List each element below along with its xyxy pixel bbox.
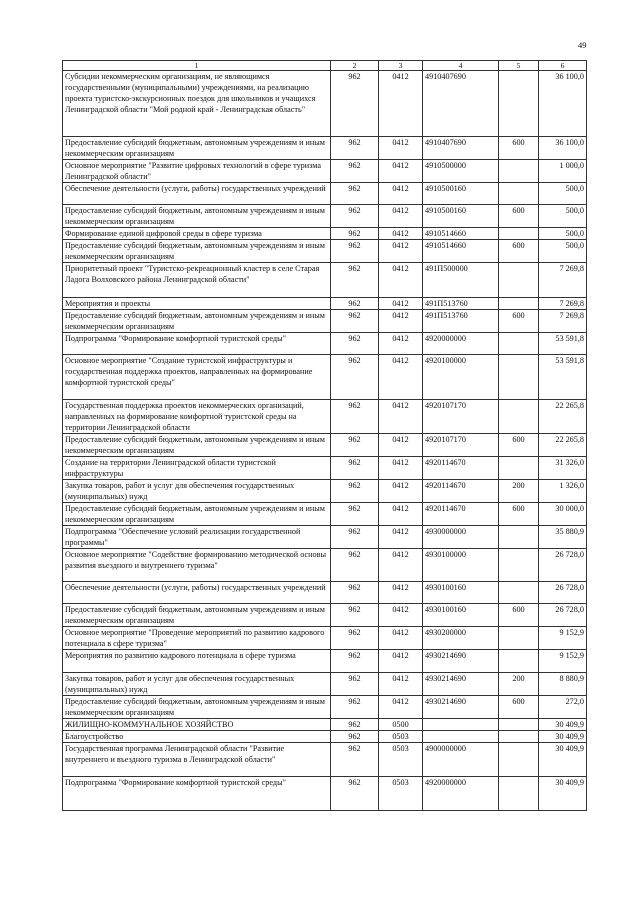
- row-col3-cell: 0412: [379, 503, 423, 526]
- row-col2-cell: 962: [331, 604, 379, 627]
- row-col3-cell: 0412: [379, 650, 423, 673]
- row-col6-cell: 30 000,0: [539, 503, 587, 526]
- row-col5-cell: [499, 400, 539, 434]
- row-col3-cell: 0412: [379, 400, 423, 434]
- row-col4-cell: 4930100160: [423, 582, 499, 604]
- row-col3-cell: 0503: [379, 731, 423, 743]
- row-col2-cell: 962: [331, 526, 379, 549]
- row-col3-cell: 0412: [379, 205, 423, 228]
- row-col2-cell: 962: [331, 160, 379, 183]
- table-row: [63, 650, 587, 673]
- row-name-cell: Мероприятия по развитию кадрового потенциала в сфере туризма: [63, 650, 331, 673]
- table-row: [63, 719, 587, 731]
- table-row: [63, 673, 587, 696]
- row-col3-cell: 0412: [379, 480, 423, 503]
- row-col5-cell: [499, 457, 539, 480]
- row-col4-cell: 4910407690: [423, 137, 499, 160]
- row-col5-cell: 200: [499, 480, 539, 503]
- row-name-cell: Предоставление субсидий бюджетным, автономным учреждениям и иным некоммерческим организациям: [63, 310, 331, 333]
- row-name-cell: Закупка товаров, работ и услуг для обеспечения государственных (муниципальных) нужд: [63, 673, 331, 696]
- row-col3-cell: 0412: [379, 228, 423, 240]
- row-col2-cell: 962: [331, 228, 379, 240]
- row-col4-cell: 4930200000: [423, 627, 499, 650]
- row-name-cell: Государственная поддержка проектов некоммерческих организаций, направленных на формирование комфортной туристской среды на территории Ленинградской области: [63, 400, 331, 434]
- table-row: [63, 240, 587, 263]
- row-col5-cell: [499, 71, 539, 137]
- row-col2-cell: 962: [331, 743, 379, 777]
- table-row: [63, 355, 587, 400]
- row-col2-cell: 962: [331, 263, 379, 298]
- row-col3-cell: 0412: [379, 298, 423, 310]
- row-col6-cell: 30 409,9: [539, 777, 587, 811]
- table-row: [63, 205, 587, 228]
- row-col4-cell: 491П500000: [423, 263, 499, 298]
- row-col4-cell: 4930100160: [423, 604, 499, 627]
- row-col5-cell: [499, 355, 539, 400]
- row-col4-cell: 4910500160: [423, 205, 499, 228]
- row-col4-cell: 4930000000: [423, 526, 499, 549]
- row-col3-cell: 0412: [379, 310, 423, 333]
- row-col5-cell: [499, 298, 539, 310]
- row-col4-cell: 4920114670: [423, 457, 499, 480]
- table-row: [63, 743, 587, 777]
- row-col5-cell: [499, 650, 539, 673]
- row-name-cell: Обеспечение деятельности (услуги, работы) государственных учреждений: [63, 183, 331, 205]
- row-col2-cell: 962: [331, 434, 379, 457]
- row-col4-cell: 4920000000: [423, 777, 499, 811]
- row-col3-cell: 0412: [379, 627, 423, 650]
- row-col4-cell: [423, 731, 499, 743]
- table-row: [63, 526, 587, 549]
- row-col6-cell: 1 326,0: [539, 480, 587, 503]
- row-name-cell: Приоритетный проект "Туристско-рекреационный кластер в селе Старая Ладога Волховского района Ленинградской области": [63, 263, 331, 298]
- row-col4-cell: 4920100000: [423, 355, 499, 400]
- row-col4-cell: 4910500000: [423, 160, 499, 183]
- row-col5-cell: 600: [499, 604, 539, 627]
- row-col4-cell: 4920114670: [423, 503, 499, 526]
- row-col2-cell: 962: [331, 457, 379, 480]
- row-col4-cell: 4920107170: [423, 400, 499, 434]
- row-col3-cell: 0412: [379, 183, 423, 205]
- row-col3-cell: 0412: [379, 549, 423, 582]
- row-name-cell: Основное мероприятие "Проведение мероприятий по развитию кадрового потенциала в сфере туризма": [63, 627, 331, 650]
- table-row: [63, 160, 587, 183]
- row-col6-cell: 500,0: [539, 205, 587, 228]
- row-col2-cell: 962: [331, 400, 379, 434]
- row-col4-cell: 4920107170: [423, 434, 499, 457]
- row-col3-cell: 0412: [379, 604, 423, 627]
- row-col2-cell: 962: [331, 673, 379, 696]
- row-col3-cell: 0412: [379, 137, 423, 160]
- column-header-2: 2: [331, 61, 379, 71]
- row-col6-cell: 30 409,9: [539, 731, 587, 743]
- table-row: [63, 731, 587, 743]
- row-col5-cell: [499, 777, 539, 811]
- row-col5-cell: [499, 627, 539, 650]
- row-col3-cell: 0412: [379, 582, 423, 604]
- row-col2-cell: 962: [331, 582, 379, 604]
- row-col4-cell: 4910514660: [423, 228, 499, 240]
- row-col6-cell: 272,0: [539, 696, 587, 719]
- row-col2-cell: 962: [331, 719, 379, 731]
- row-name-cell: ЖИЛИЩНО-КОММУНАЛЬНОЕ ХОЗЯЙСТВО: [63, 719, 331, 731]
- row-col3-cell: 0412: [379, 457, 423, 480]
- row-name-cell: Предоставление субсидий бюджетным, автономным учреждениям и иным некоммерческим организациям: [63, 205, 331, 228]
- budget-table: [62, 60, 587, 811]
- column-header-3: 3: [379, 61, 423, 71]
- row-name-cell: Формирование единой цифровой среды в сфере туризма: [63, 228, 331, 240]
- row-col2-cell: 962: [331, 549, 379, 582]
- row-col5-cell: [499, 333, 539, 355]
- row-name-cell: Основное мероприятие "Развитие цифровых технологий в сфере туризма Ленинградской области": [63, 160, 331, 183]
- row-name-cell: Предоставление субсидий бюджетным, автономным учреждениям и иным некоммерческим организациям: [63, 137, 331, 160]
- page-number: 49: [578, 40, 587, 50]
- row-col6-cell: 26 728,0: [539, 604, 587, 627]
- row-name-cell: Закупка товаров, работ и услуг для обеспечения государственных (муниципальных) нужд: [63, 480, 331, 503]
- row-col4-cell: 4910500160: [423, 183, 499, 205]
- row-col4-cell: 4900000000: [423, 743, 499, 777]
- column-header-4: 4: [423, 61, 499, 71]
- row-col4-cell: 4930214690: [423, 673, 499, 696]
- row-col2-cell: 962: [331, 355, 379, 400]
- row-col5-cell: [499, 719, 539, 731]
- row-name-cell: Предоставление субсидий бюджетным, автономным учреждениям и иным некоммерческим организациям: [63, 503, 331, 526]
- row-col5-cell: [499, 526, 539, 549]
- row-col5-cell: 600: [499, 503, 539, 526]
- row-col2-cell: 962: [331, 650, 379, 673]
- row-col6-cell: 7 269,8: [539, 298, 587, 310]
- column-header-5: 5: [499, 61, 539, 71]
- row-name-cell: Предоставление субсидий бюджетным, автономным учреждениям и иным некоммерческим организациям: [63, 604, 331, 627]
- table-body: [63, 71, 587, 811]
- row-col2-cell: 962: [331, 240, 379, 263]
- row-col2-cell: 962: [331, 310, 379, 333]
- row-col3-cell: 0503: [379, 743, 423, 777]
- table-row: [63, 627, 587, 650]
- row-col6-cell: 500,0: [539, 228, 587, 240]
- row-col6-cell: 30 409,9: [539, 743, 587, 777]
- table-row: [63, 228, 587, 240]
- row-name-cell: Мероприятия и проекты: [63, 298, 331, 310]
- row-name-cell: Подпрограмма "Обеспечение условий реализации государственной программы": [63, 526, 331, 549]
- row-name-cell: Обеспечение деятельности (услуги, работы) государственных учреждений: [63, 582, 331, 604]
- row-col3-cell: 0412: [379, 434, 423, 457]
- column-header-6: 6: [539, 61, 587, 71]
- table-row: [63, 457, 587, 480]
- row-col6-cell: 36 100,0: [539, 71, 587, 137]
- table-row: [63, 298, 587, 310]
- row-col6-cell: 53 591,8: [539, 355, 587, 400]
- row-col2-cell: 962: [331, 627, 379, 650]
- row-col3-cell: 0500: [379, 719, 423, 731]
- row-col5-cell: [499, 582, 539, 604]
- row-col5-cell: 600: [499, 310, 539, 333]
- row-col2-cell: 962: [331, 333, 379, 355]
- row-col3-cell: 0412: [379, 673, 423, 696]
- row-col6-cell: 22 265,8: [539, 434, 587, 457]
- table-row: [63, 503, 587, 526]
- row-col5-cell: [499, 549, 539, 582]
- row-col5-cell: [499, 743, 539, 777]
- row-col2-cell: 962: [331, 503, 379, 526]
- row-col2-cell: 962: [331, 71, 379, 137]
- row-name-cell: Государственная программа Ленинградской области "Развитие внутреннего и въездного туризма в Ленинградской области": [63, 743, 331, 777]
- row-col3-cell: 0412: [379, 696, 423, 719]
- row-col6-cell: 9 152,9: [539, 627, 587, 650]
- row-col2-cell: 962: [331, 183, 379, 205]
- row-col3-cell: 0412: [379, 71, 423, 137]
- table-row: [63, 310, 587, 333]
- table-row: [63, 434, 587, 457]
- row-name-cell: Подпрограмма "Формирование комфортной туристской среды": [63, 777, 331, 811]
- row-name-cell: Предоставление субсидий бюджетным, автономным учреждениям и иным некоммерческим организациям: [63, 240, 331, 263]
- row-name-cell: Основное мероприятие "Создание туристской инфраструктуры и государственная поддержка проектов, направленных на формирование комфортной туристской среды": [63, 355, 331, 400]
- row-col5-cell: 600: [499, 205, 539, 228]
- row-col4-cell: 4930214690: [423, 696, 499, 719]
- row-col6-cell: 7 269,8: [539, 263, 587, 298]
- row-col6-cell: 500,0: [539, 240, 587, 263]
- row-col4-cell: 4930214690: [423, 650, 499, 673]
- row-col5-cell: [499, 228, 539, 240]
- table-row: [63, 480, 587, 503]
- row-col6-cell: 26 728,0: [539, 582, 587, 604]
- table-row: [63, 400, 587, 434]
- row-col4-cell: [423, 719, 499, 731]
- row-col2-cell: 962: [331, 205, 379, 228]
- row-name-cell: Предоставление субсидий бюджетным, автономным учреждениям и иным некоммерческим организациям: [63, 434, 331, 457]
- row-col5-cell: 200: [499, 673, 539, 696]
- row-col2-cell: 962: [331, 298, 379, 310]
- row-col6-cell: 30 409,9: [539, 719, 587, 731]
- table-row: [63, 137, 587, 160]
- row-name-cell: Благоустройство: [63, 731, 331, 743]
- row-col4-cell: 4910514660: [423, 240, 499, 263]
- row-col5-cell: [499, 160, 539, 183]
- row-col3-cell: 0503: [379, 777, 423, 811]
- table-row: [63, 696, 587, 719]
- table-row: [63, 183, 587, 205]
- row-col2-cell: 962: [331, 137, 379, 160]
- table-header-row: [63, 61, 587, 71]
- row-name-cell: Создание на территории Ленинградской области туристской инфраструктуры: [63, 457, 331, 480]
- table-row: [63, 604, 587, 627]
- row-col6-cell: 36 100,0: [539, 137, 587, 160]
- row-col6-cell: 7 269,8: [539, 310, 587, 333]
- row-col6-cell: 8 880,9: [539, 673, 587, 696]
- row-col4-cell: 4910407690: [423, 71, 499, 137]
- row-col4-cell: 491П513760: [423, 310, 499, 333]
- row-col3-cell: 0412: [379, 263, 423, 298]
- row-col6-cell: 500,0: [539, 183, 587, 205]
- row-col6-cell: 26 728,0: [539, 549, 587, 582]
- table-row: [63, 263, 587, 298]
- row-col2-cell: 962: [331, 731, 379, 743]
- row-col3-cell: 0412: [379, 160, 423, 183]
- table-row: [63, 549, 587, 582]
- row-col3-cell: 0412: [379, 526, 423, 549]
- row-col5-cell: 600: [499, 137, 539, 160]
- row-name-cell: Предоставление субсидий бюджетным, автономным учреждениям и иным некоммерческим организациям: [63, 696, 331, 719]
- row-col4-cell: 4920114670: [423, 480, 499, 503]
- table-row: [63, 333, 587, 355]
- row-col5-cell: 600: [499, 434, 539, 457]
- column-header-1: 1: [63, 61, 331, 71]
- row-col4-cell: 4930100000: [423, 549, 499, 582]
- row-col3-cell: 0412: [379, 355, 423, 400]
- row-col3-cell: 0412: [379, 333, 423, 355]
- row-col5-cell: 600: [499, 240, 539, 263]
- row-col6-cell: 1 000,0: [539, 160, 587, 183]
- row-col2-cell: 962: [331, 777, 379, 811]
- row-col3-cell: 0412: [379, 240, 423, 263]
- row-col6-cell: 53 591,8: [539, 333, 587, 355]
- row-col4-cell: 491П513760: [423, 298, 499, 310]
- row-col2-cell: 962: [331, 696, 379, 719]
- row-name-cell: Основное мероприятие "Содействие формированию методической основы развития въездного и внутреннего туризма": [63, 549, 331, 582]
- row-col5-cell: [499, 183, 539, 205]
- row-col5-cell: [499, 731, 539, 743]
- row-col2-cell: 962: [331, 480, 379, 503]
- row-col6-cell: 31 326,0: [539, 457, 587, 480]
- row-col6-cell: 35 880,9: [539, 526, 587, 549]
- table-row: [63, 582, 587, 604]
- row-col4-cell: 4920000000: [423, 333, 499, 355]
- table-row: [63, 777, 587, 811]
- row-col6-cell: 22 265,8: [539, 400, 587, 434]
- row-name-cell: Субсидии некоммерческим организациям, не являющимся государственными (муниципальными) учреждениями, на реализацию проекта туристско-экскурсионных поездок для школьников и учащихся Ленинградской области "Мой родной край - Ленинградская область": [63, 71, 331, 137]
- row-name-cell: Подпрограмма "Формирование комфортной туристской среды": [63, 333, 331, 355]
- row-col5-cell: [499, 263, 539, 298]
- table-row: [63, 71, 587, 137]
- row-col5-cell: 600: [499, 696, 539, 719]
- row-col6-cell: 9 152,9: [539, 650, 587, 673]
